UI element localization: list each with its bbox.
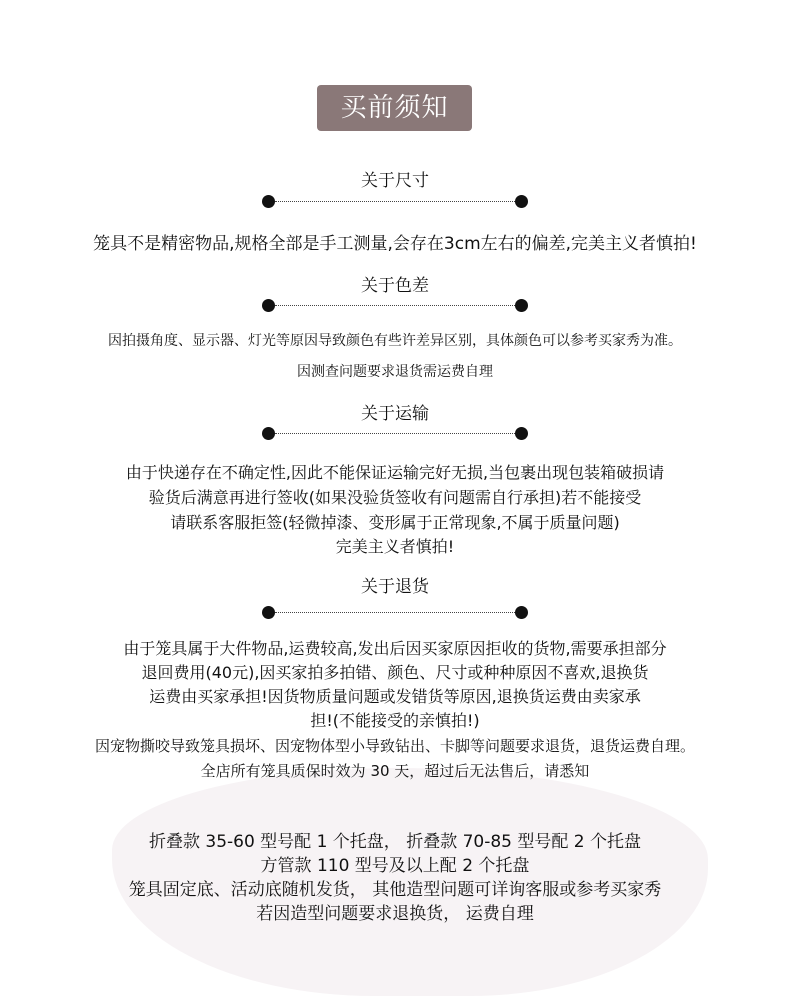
section-title-color: 关于色差 [361,276,429,296]
divider-dotted-line [275,433,515,434]
note-line: 若因造型问题要求退换货， 运费自理 [256,904,534,924]
shipping-text-line: 请联系客服拒签(轻微掉漆、变形属于正常现象,不属于质量问题) [170,513,620,532]
section-title-returns: 关于退货 [361,577,429,597]
section-title-size: 关于尺寸 [361,171,429,191]
divider-dotted-line [275,305,515,306]
divider-dot [262,606,275,619]
divider-dotted-line [275,201,515,202]
shipping-text-line: 完美主义者慎拍! [335,537,455,556]
shipping-text-line: 由于快递存在不确定性,因此不能保证运输完好无损,当包裹出现包装箱破损请 [125,463,665,482]
divider-dot [515,606,528,619]
divider-dot [262,299,275,312]
divider-dot [515,427,528,440]
divider-dotted-line [275,612,515,613]
returns-text-line: 退回费用(40元),因买家拍多拍错、颜色、尺寸或种种原因不喜欢,退换货 [141,663,649,682]
divider-dot [262,427,275,440]
section-title-shipping: 关于运输 [361,404,429,424]
note-line: 笼具固定底、活动底随机发货， 其他造型问题可详询客服或参考买家秀 [128,880,662,900]
page-title: 买前须知 [317,85,472,131]
returns-text-line: 运费由买家承担!因货物质量问题或发错货等原因,退换货运费由卖家承 [149,687,641,706]
returns-text-line: 全店所有笼具质保时效为 30 天，超过后无法售后，请悉知 [200,762,590,780]
returns-text-line: 由于笼具属于大件物品,运费较高,发出后因买家原因拒收的货物,需要承担部分 [123,639,667,658]
color-text-line: 因拍摄角度、显示器、灯光等原因导致颜色有些许差异区别，具体颜色可以参考买家秀为准。 [108,333,682,349]
returns-text-line: 因宠物撕咬导致笼具损坏、因宠物体型小导致钻出、卡脚等问题要求退货，退货运费自理。 [94,737,695,755]
divider-dot [262,195,275,208]
section-divider [262,299,528,313]
color-text-line: 因测查问题要求退货需运费自理 [297,364,493,380]
divider-dot [515,195,528,208]
section-divider [262,606,528,620]
size-text-line: 笼具不是精密物品,规格全部是手工测量,会存在3cm左右的偏差,完美主义者慎拍! [93,234,697,254]
note-line: 方管款 110 型号及以上配 2 个托盘 [260,856,530,876]
note-line: 折叠款 35-60 型号配 1 个托盘， 折叠款 70-85 型号配 2 个托盘 [148,832,642,852]
shipping-text-line: 验货后满意再进行签收(如果没验货签收有问题需自行承担)若不能接受 [148,488,642,507]
section-divider [262,195,528,209]
divider-dot [515,299,528,312]
returns-text-line: 担!(不能接受的亲慎拍!) [310,711,480,730]
section-divider [262,427,528,441]
